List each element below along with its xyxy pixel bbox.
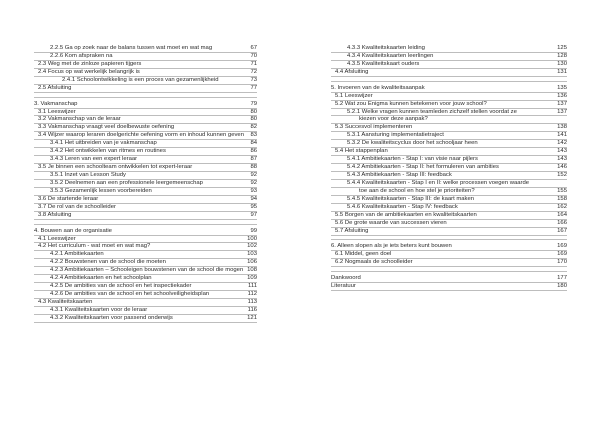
toc-chapter-entry[interactable] — [34, 101, 257, 109]
toc-entry-page: 143 — [557, 148, 567, 155]
toc-divider — [34, 97, 257, 98]
toc-divider — [34, 224, 257, 225]
toc-entry-page: 162 — [557, 203, 567, 210]
toc-entry[interactable] — [331, 220, 567, 228]
toc-entry[interactable] — [331, 124, 567, 132]
toc-entry-page: 108 — [247, 267, 257, 274]
toc-entry[interactable] — [34, 180, 257, 188]
toc-entry[interactable] — [331, 132, 567, 140]
toc-entry-rule — [34, 322, 257, 323]
toc-entry-page: 158 — [557, 195, 567, 202]
toc-entry-title: 3.5.2 Deelnemen aan een professionele leergemeenschap — [50, 179, 203, 186]
toc-entry-page: 84 — [250, 140, 257, 147]
toc-entry-page: 138 — [557, 124, 567, 131]
toc-entry[interactable] — [331, 53, 567, 61]
toc-entry[interactable] — [331, 180, 567, 188]
toc-entry-page: 131 — [557, 68, 567, 75]
toc-entry[interactable] — [34, 61, 257, 69]
toc-entry-page: 92 — [250, 179, 257, 186]
toc-entry-page: 97 — [250, 211, 257, 218]
toc-entry-title: 5.4.1 Ambitiekaarten - Stap I: van visie naar pijlers — [347, 156, 478, 163]
toc-entry-title: 3.5.3 Gezamenlijk lessen voorbereiden — [50, 187, 152, 194]
toc-section-gap — [34, 220, 257, 228]
toc-entry[interactable] — [34, 299, 257, 307]
toc-entry-title: 4.3.5 Kwaliteitskaart ouders — [347, 60, 420, 67]
toc-entry-page: 166 — [557, 219, 567, 226]
toc-entry-title: 6.1 Middel, geen doel — [335, 251, 392, 258]
toc-section-gap — [331, 77, 567, 85]
toc-entry-title: 2.4 Focus op wat werkelijk belangrijk is — [38, 68, 140, 75]
toc-entry[interactable] — [34, 45, 257, 53]
toc-entry-page: 170 — [557, 259, 567, 266]
toc-entry-title: 4.3.2 Kwaliteitskaarten voor passend onderwijs — [50, 314, 173, 321]
toc-entry-title: 3. Vakmanschap — [34, 100, 78, 107]
toc-entry[interactable] — [331, 109, 567, 117]
toc-entry[interactable] — [34, 259, 257, 267]
toc-entry[interactable] — [34, 188, 257, 196]
toc-entry[interactable] — [34, 204, 257, 212]
toc-entry-title: 3.8 Afsluiting — [38, 211, 72, 218]
toc-entry-page: 77 — [250, 84, 257, 91]
toc-entry[interactable] — [331, 212, 567, 220]
toc-entry-title: 5.3 Succesvol implementeren — [335, 124, 413, 131]
toc-chapter-entry[interactable] — [331, 283, 567, 291]
toc-entry-title: 5.3.1 Aansturing implementatietraject — [347, 132, 444, 139]
toc-entry-page: 177 — [557, 275, 567, 282]
toc-entry-page: 73 — [250, 76, 257, 83]
toc-entry-title: 5.4 Het stappenplan — [335, 148, 388, 155]
toc-entry-title: 5.4.2 Ambitiekaarten - Stap II: het formuleren van ambities — [347, 164, 499, 171]
toc-entry[interactable] — [34, 148, 257, 156]
toc-entry-page: 95 — [250, 203, 257, 210]
toc-entry-page: 143 — [557, 156, 567, 163]
toc-section-gap — [331, 267, 567, 275]
toc-entry[interactable] — [34, 243, 257, 251]
toc-entry-page: 92 — [250, 172, 257, 178]
toc-entry-title: toe aan de school en hoe stel je prioriteiten? — [359, 187, 475, 194]
toc-entry[interactable] — [331, 148, 567, 156]
toc-entry[interactable] — [331, 45, 567, 53]
toc-entry[interactable] — [331, 116, 567, 124]
toc-entry[interactable] — [34, 164, 257, 172]
toc-entry-page: 136 — [557, 92, 567, 99]
toc-entry-page: 142 — [557, 140, 567, 147]
toc-entry-title: Literatuur — [331, 283, 356, 290]
toc-entry-page: 67 — [250, 45, 257, 51]
toc-entry-page: 88 — [250, 164, 257, 171]
toc-entry-title: 5.7 Afsluiting — [335, 227, 369, 234]
toc-entry-page: 80 — [250, 116, 257, 123]
toc-entry[interactable] — [34, 132, 257, 140]
toc-entry-page: 155 — [557, 187, 567, 194]
toc-entry[interactable] — [34, 172, 257, 180]
toc-entry[interactable] — [34, 85, 257, 93]
toc-entry-page: 94 — [250, 195, 257, 202]
toc-entry-title: 5.6 De grote waarde van successen vieren — [335, 219, 447, 226]
toc-entry-title: 3.6 De startende leraar — [38, 195, 99, 202]
toc-entry-title: 5.4.3 Ambitiekaarten - Stap III: feedback — [347, 172, 452, 178]
toc-entry-rule — [331, 290, 567, 291]
toc-divider — [331, 271, 567, 272]
toc-entry-title: 4.4 Afsluiting — [335, 68, 369, 75]
toc-entry-page: 112 — [247, 291, 257, 298]
toc-entry[interactable] — [331, 259, 567, 267]
toc-entry[interactable] — [331, 188, 567, 196]
toc-entry-title: 2.2.6 Kom afspraken na — [50, 52, 113, 59]
toc-entry[interactable] — [331, 196, 567, 204]
toc-entry[interactable] — [331, 101, 567, 109]
toc-entry-title: 4.2.6 De ambities van de school en het schoolveiligheidsplan — [50, 291, 210, 298]
toc-entry-title: 3.4.3 Leren van een expert leraar — [50, 156, 138, 163]
toc-entry-page: 169 — [557, 243, 567, 250]
toc-entry-page: 99 — [250, 227, 257, 234]
toc-entry[interactable] — [331, 228, 567, 236]
toc-entry-page: 169 — [557, 251, 567, 258]
toc-entry[interactable] — [34, 291, 257, 299]
toc-entry-title: 4.1 Leeswijzer — [38, 235, 76, 242]
toc-entry-page: 164 — [557, 211, 567, 218]
toc-entry-page: 79 — [250, 100, 257, 107]
toc-entry-page: 102 — [247, 243, 257, 250]
toc-entry-page: 121 — [247, 314, 257, 321]
toc-entry[interactable] — [331, 61, 567, 69]
toc-entry-page: 111 — [248, 283, 257, 290]
toc-entry-page: 72 — [250, 68, 257, 75]
toc-entry[interactable] — [34, 307, 257, 315]
toc-entry[interactable] — [331, 172, 567, 180]
toc-entry-page: 152 — [557, 172, 567, 178]
toc-entry-title: 3.1 Leeswijzer — [38, 108, 76, 115]
toc-entry-title: 5. Invoeren van de kwaliteitsaanpak — [331, 84, 425, 91]
toc-entry-page: 82 — [250, 124, 257, 131]
toc-entry-page: 137 — [557, 108, 567, 115]
toc-entry-page: 80 — [250, 108, 257, 115]
toc-entry-title: 3.2 Vakmanschap van de leraar — [38, 116, 121, 123]
toc-entry-title: 4.2.2 Bouwstenen van de school die moeten — [50, 259, 166, 266]
toc-entry-page: 116 — [247, 306, 257, 313]
toc-entry-page: 135 — [557, 84, 567, 91]
toc-entry[interactable] — [34, 236, 257, 244]
toc-entry[interactable] — [34, 77, 257, 85]
toc-chapter-entry[interactable] — [331, 85, 567, 93]
toc-entry[interactable] — [34, 212, 257, 220]
toc-chapter-entry[interactable] — [331, 275, 567, 283]
toc-entry-title: 5.2.1 Welke vragen kunnen teamleden zichzelf stellen voordat ze — [347, 108, 517, 115]
toc-entry-page: 167 — [557, 227, 567, 234]
toc-entry-title: Dankwoord — [331, 275, 361, 282]
toc-entry-page: 109 — [247, 275, 257, 282]
toc-entry-title: 4.3.1 Kwaliteitskaarten voor de leraar — [50, 306, 148, 313]
toc-entry-title: 5.2 Wat zou Enigma kunnen betekenen voor jouw school? — [335, 100, 487, 107]
toc-chapter-entry[interactable] — [34, 228, 257, 236]
toc-entry-page: 100 — [247, 235, 257, 242]
toc-entry-title: 5.5 Borgen van de ambitiekaarten en kwaliteitskaarten — [335, 211, 477, 218]
toc-entry[interactable] — [34, 69, 257, 77]
toc-entry-title: 4.3.4 Kwaliteitskaarten leerlingen — [347, 52, 434, 59]
toc-entry-title: 4.2 Het curriculum - wat moet en wat mag? — [38, 243, 151, 250]
toc-entry-page: 125 — [557, 45, 567, 51]
toc-entry[interactable] — [34, 283, 257, 291]
toc-entry-title: 2.4.1 Schoolontwikkeling is een proces van gezamenlijkheid — [62, 76, 219, 83]
toc-entry[interactable] — [331, 93, 567, 101]
toc-entry-title: 2.3 Weg met de zinloze papieren tijgers — [38, 60, 142, 67]
toc-entry-page: 87 — [250, 156, 257, 163]
toc-entry-title: 4.3 Kwaliteitskaarten — [38, 299, 93, 305]
toc-entry-page: 71 — [250, 60, 257, 67]
toc-entry-title: 4.2.4 Ambitiekaarten en het schoolplan — [50, 275, 152, 282]
toc-entry[interactable] — [34, 116, 257, 124]
toc-entry[interactable] — [34, 124, 257, 132]
toc-section-gap — [331, 236, 567, 244]
toc-entry-title: 4.3.3 Kwaliteitskaarten leiding — [347, 45, 425, 51]
toc-entry-page: 130 — [557, 60, 567, 67]
toc-entry-title: 3.4.2 Het ontwikkelen van ritmes en routines — [50, 148, 166, 155]
toc-entry-title: 3.7 De rol van de schoolleider — [38, 203, 116, 210]
toc-entry-page: 70 — [250, 52, 257, 59]
toc-entry[interactable] — [34, 267, 257, 275]
toc-entry-page: 86 — [250, 148, 257, 155]
toc-entry[interactable] — [34, 156, 257, 164]
toc-entry-title: 5.4.4 Kwaliteitskaarten - Stap I en II: welke processen voegen waarde — [347, 179, 530, 186]
toc-divider — [331, 81, 567, 82]
toc-entry-page: 103 — [247, 251, 257, 258]
toc-entry[interactable] — [331, 156, 567, 164]
toc-divider — [331, 239, 567, 240]
toc-entry-page: 180 — [557, 283, 567, 290]
toc-entry[interactable] — [34, 315, 257, 323]
toc-entry-title: 4. Bouwen aan de organisatie — [34, 227, 112, 234]
toc-entry[interactable] — [331, 140, 567, 148]
toc-chapter-entry[interactable] — [331, 243, 567, 251]
toc-entry-title: 6. Alleen slopen als je iets beters kunt bouwen — [331, 243, 452, 250]
toc-entry-title: 6.2 Nogmaals de schoolleider — [335, 259, 413, 266]
toc-entry[interactable] — [331, 251, 567, 259]
toc-entry[interactable] — [34, 109, 257, 117]
toc-entry[interactable] — [34, 275, 257, 283]
toc-entry-title: 3.4.1 Het uitbreiden van je vakmanschap — [50, 140, 157, 147]
toc-entry-title: 5.1 Leeswijzer — [335, 92, 373, 99]
toc-entry-page: 137 — [557, 100, 567, 107]
toc-right-column — [331, 45, 567, 291]
toc-entry-title: 3.3 Vakmanschap vraagt veel doelbewuste oefening — [38, 124, 175, 131]
toc-entry-page: 93 — [250, 187, 257, 194]
toc-entry-title: 2.2.5 Ga op zoek naar de balans tussen wat moet en wat mag — [50, 45, 213, 51]
toc-entry-title: 5.4.6 Kwaliteitskaarten - Stap IV: feedback — [347, 203, 458, 210]
toc-entry-title: 3.5 Je binnen een schoolteam ontwikkelen tot expert-leraar — [38, 164, 193, 171]
toc-entry-title: 3.4 Wijzer waarop leraren doelgerichte oefening vorm en inhoud kunnen geven — [38, 132, 244, 139]
toc-entry-title: 5.4.5 Kwaliteitskaarten - Stap III: de kaart maken — [347, 195, 475, 202]
toc-entry-title: 3.5.1 Inzet van Lesson Study — [50, 172, 126, 178]
toc-entry[interactable] — [34, 140, 257, 148]
toc-entry-title: 5.3.2 De kwaliteitscyclus door het schooljaar heen — [347, 140, 478, 147]
toc-entry[interactable] — [34, 196, 257, 204]
toc-entry[interactable] — [34, 251, 257, 259]
toc-entry[interactable] — [331, 164, 567, 172]
toc-entry-page: 113 — [247, 299, 257, 305]
toc-entry-title: 2.5 Afsluiting — [38, 84, 72, 91]
toc-entry-page: 106 — [247, 259, 257, 266]
toc-left-column — [34, 45, 257, 323]
toc-entry-title: 4.2.1 Ambitiekaarten — [50, 251, 104, 258]
toc-entry-page: 128 — [557, 52, 567, 59]
toc-entry-title: 4.2.5 De ambities van de school en het inspectiekader — [50, 283, 192, 290]
toc-section-gap — [34, 93, 257, 101]
toc-entry-page: 83 — [250, 132, 257, 139]
toc-entry-title: 4.2.3 Ambitiekaarten – Schooleigen bouwstenen van de school die mogen — [50, 267, 244, 274]
toc-entry[interactable] — [331, 69, 567, 77]
toc-entry[interactable] — [34, 53, 257, 61]
toc-entry-title: kiezen voor deze aanpak? — [359, 116, 428, 123]
toc-entry-page: 141 — [557, 132, 567, 139]
toc-entry[interactable] — [331, 204, 567, 212]
toc-entry-page: 146 — [557, 164, 567, 171]
